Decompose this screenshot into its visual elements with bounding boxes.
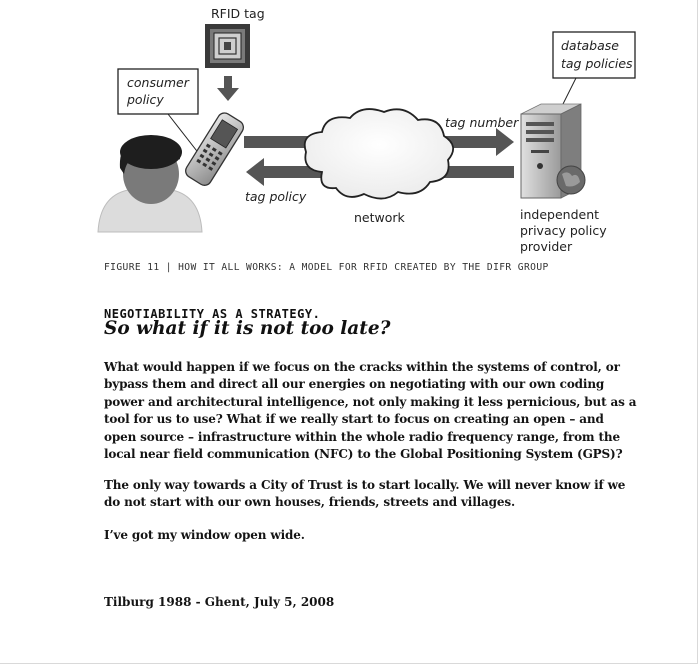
section-kicker: NEGOTIABILITY AS A STRATEGY. [104,307,321,321]
paragraph-2: The only way towards a City of Trust is to start locally. We will never know if we do not start with our own houses, friends, streets and villages. [104,478,626,510]
rfid-tag-icon [205,24,250,68]
person-icon [98,135,202,232]
label-tag-policies: tag policies [561,56,633,71]
paragraph-3: I’ve got my window open wide. [104,528,305,542]
label-network: network [354,210,405,225]
figure-caption: FIGURE 11 | HOW IT ALL WORKS: A MODEL FOR RFID CREATED BY THE DIFR GROUP [104,262,549,273]
label-database: database [561,38,619,53]
label-rfid-tag: RFID tag [211,6,265,21]
server-icon [521,104,585,198]
page-title: So what if it is not too late? [104,318,391,339]
place-date-signature: Tilburg 1988 - Ghent, July 5, 2008 [104,595,335,609]
paragraph-1: What would happen if we focus on the cracks within the systems of control, or bypass them and direct all our energies on negotiating with our own coding power and architectural intelligence, not only making it less pernicious, but as a tool for us to use? What if we really start to focus on creating an open – and open source – infrastructure within the whole radio frequency range, from the local near field communication (NFC) to the Global Positioning System (GPS)? [104,360,637,462]
mobile-phone-icon [183,110,246,188]
label-provider: provider [520,239,573,254]
label-tag-policy: tag policy [245,189,307,204]
label-independent: independent [520,207,600,222]
down-arrow-icon [217,76,239,101]
label-consumer: consumer [127,75,189,90]
label-policy: policy [127,92,164,107]
rfid-model-figure [0,0,698,260]
label-tag-number: tag number [445,115,519,130]
label-privacy-policy: privacy policy [520,223,607,238]
network-cloud-icon [305,109,453,198]
